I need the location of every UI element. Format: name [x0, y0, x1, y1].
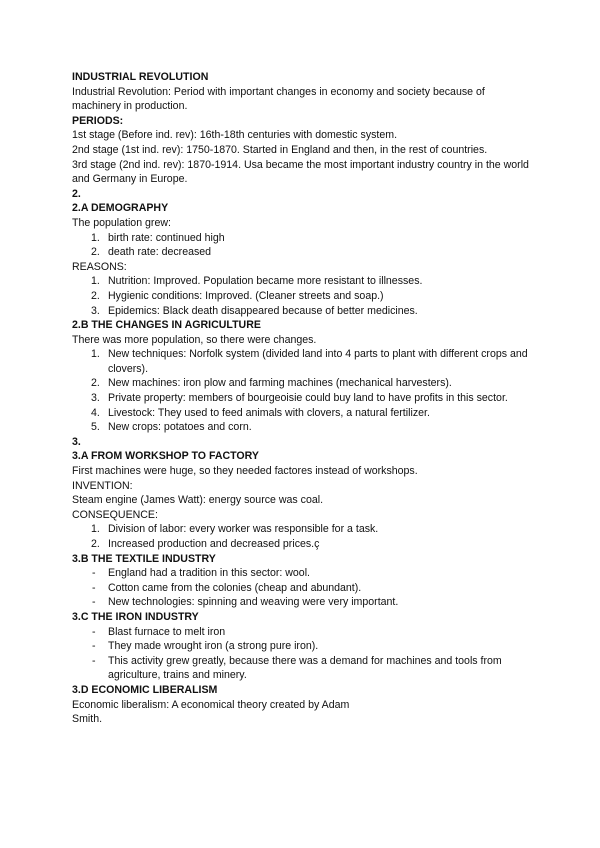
list-item: 4. Livestock: They used to feed animals with clovers, a natural fertilizer. — [91, 406, 430, 419]
iron-list — [72, 625, 532, 683]
section-3-number: 3. — [72, 435, 81, 448]
reasons-list — [72, 274, 532, 318]
list-item: 2. New machines: iron plow and farming machines (mechanical harvesters). — [91, 377, 452, 390]
section-3d-heading: 3.D ECONOMIC LIBERALISM — [72, 683, 218, 696]
list-item: 2. Hygienic conditions: Improved. (Cleaner streets and soap.) — [91, 289, 384, 302]
list-item: 1. New techniques: Norfolk system (divided land into 4 parts to plant with different crops and clovers). — [91, 348, 528, 375]
section-3c-heading: 3.C THE IRON INDUSTRY — [72, 610, 199, 623]
liberalism-text-line-2: Smith. — [72, 713, 103, 726]
list-item: 1. Nutrition: Improved. Population became more resistant to illnesses. — [91, 275, 423, 288]
list-item: 3. Private property: members of bourgeoisie could buy land to have profits in this sector. — [91, 392, 508, 405]
intro-paragraph: Industrial Revolution: Period with important changes in economy and society because of machinery in production. — [72, 85, 485, 113]
agriculture-list — [72, 347, 532, 435]
invention-label: INVENTION: — [72, 479, 133, 492]
section-2a-heading: 2.A DEMOGRAPHY — [72, 202, 169, 215]
list-item: - England had a tradition in this sector: wool. — [92, 567, 310, 580]
reasons-label: REASONS: — [72, 260, 127, 273]
list-item: 1. Division of labor: every worker was responsible for a task. — [91, 523, 379, 536]
section-2a-intro: The population grew: — [72, 216, 171, 229]
list-item: 2. death rate: decreased — [91, 246, 212, 259]
list-item: 3. Epidemics: Black death disappeared because of better medicines. — [91, 304, 418, 317]
list-item: - Blast furnace to melt iron — [92, 625, 226, 638]
list-item: - Cotton came from the colonies (cheap and abundant). — [92, 581, 362, 594]
periods-heading: PERIODS: — [72, 114, 124, 127]
section-3a-intro: First machines were huge, so they needed factores instead of workshops. — [72, 465, 418, 478]
consequence-label: CONSEQUENCE: — [72, 508, 158, 521]
period-line-1: 1st stage (Before ind. rev): 16th-18th centuries with domestic system. — [72, 129, 398, 142]
document-title: INDUSTRIAL REVOLUTION — [72, 71, 209, 83]
invention-text: Steam engine (James Watt): energy source was coal. — [72, 494, 324, 507]
list-item: - They made wrought iron (a strong pure iron). — [92, 640, 319, 653]
consequence-list — [72, 522, 532, 551]
section-2b-heading: 2.B THE CHANGES IN AGRICULTURE — [72, 319, 261, 332]
list-item: - New technologies: spinning and weaving were very important. — [92, 596, 399, 609]
list-item: - This activity grew greatly, because there was a demand for machines and tools from agriculture, trains and minery. — [92, 654, 502, 682]
period-line-3: 3rd stage (2nd ind. rev): 1870-1914. Usa became the most important industry country in the world and Germany in Europe. — [72, 158, 529, 186]
section-2-number: 2. — [72, 187, 81, 200]
period-line-2: 2nd stage (1st ind. rev): 1750-1870. Started in England and then, in the rest of countries. — [72, 143, 488, 156]
list-item: 5. New crops: potatoes and corn. — [91, 421, 252, 434]
section-3b-heading: 3.B THE TEXTILE INDUSTRY — [72, 552, 216, 565]
list-item: 2. Increased production and decreased prices.ç — [91, 538, 320, 550]
textile-list — [72, 566, 532, 610]
section-3a-heading: 3.A FROM WORKSHOP TO FACTORY — [72, 450, 259, 463]
population-list — [72, 231, 532, 260]
list-item: 1. birth rate: continued high — [91, 231, 225, 244]
liberalism-text-line-1: Economic liberalism: A economical theory created by Adam — [72, 698, 350, 711]
document-page — [72, 70, 532, 727]
section-2b-intro: There was more population, so there were changes. — [72, 333, 317, 346]
